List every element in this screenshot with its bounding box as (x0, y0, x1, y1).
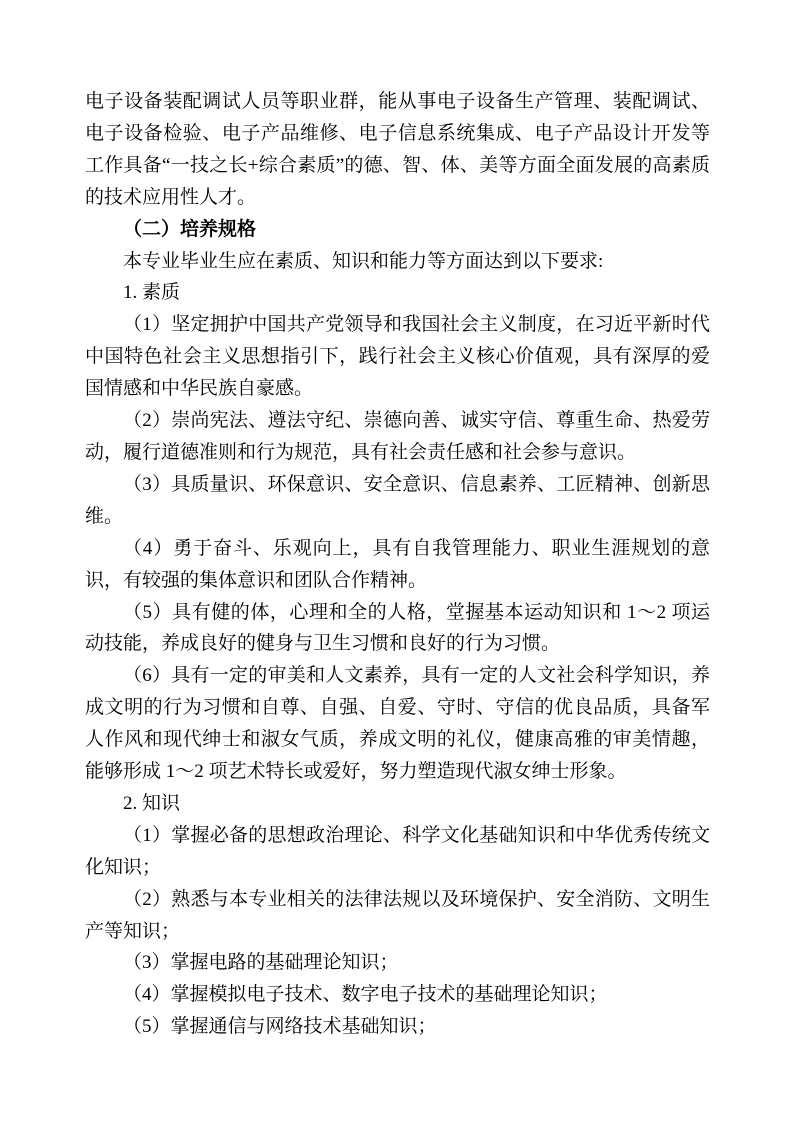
knowledge-item-1: （1）掌握必备的思想政治理论、科学文化基础知识和中华优秀传统文化知识； (85, 824, 710, 878)
section-heading-training-specifications: （二）培养规格 (123, 218, 257, 240)
paragraph-requirements-intro: 本专业毕业生应在素质、知识和能力等方面达到以下要求: (123, 250, 604, 272)
quality-item-3: （3）具质量识、环保意识、安全意识、信息素养、工匠精神、创新思维。 (85, 473, 710, 527)
knowledge-item-3: （3）掌握电路的基础理论知识； (123, 952, 399, 974)
paragraph-intro-continuation: 电子设备装配调试人员等职业群，能从事电子设备生产管理、装配调试、电子设备检验、电子产品维修、电子信息系统集成、电子产品设计开发等工作具备“一技之长+综合素质”的德、智、体、美等方面全面发展的高素质的技术应用性人才。 (85, 91, 710, 208)
quality-item-4: （4）勇于奋斗、乐观向上，具有自我管理能力、职业生涯规划的意识，有较强的集体意识和团队合作精神。 (85, 537, 710, 591)
subheading-quality: 1. 素质 (123, 282, 181, 304)
quality-item-1: （1）坚定拥护中国共产党领导和我国社会主义制度，在习近平新时代中国特色社会主义思想指引下，践行社会主义核心价值观，具有深厚的爱国情感和中华民族自豪感。 (85, 314, 710, 400)
quality-item-5: （5）具有健的体，心理和全的人格，堂握基本运动知识和 1～2 项运动技能，养成良好的健身与卫生习惯和良好的行为习惯。 (85, 601, 710, 655)
knowledge-item-4: （4）掌握模拟电子技术、数字电子技术的基础理论知识； (123, 984, 608, 1006)
quality-item-2: （2）崇尚宪法、遵法守纪、崇德向善、诚实守信、尊重生命、热爱劳动，履行道德准则和行为规范，具有社会责任感和社会参与意识。 (85, 410, 710, 463)
knowledge-item-5: （5）掌握通信与网络技术基础知识； (123, 1016, 437, 1038)
knowledge-item-2: （2）熟悉与本专业相关的法律法规以及环境保护、安全消防、文明生产等知识； (85, 888, 710, 942)
subheading-knowledge: 2. 知识 (123, 792, 181, 814)
quality-item-6: （6）具有一定的审美和人文素养，具有一定的人文社会科学知识，养成文明的行为习惯和自尊、自强、自爱、守时、守信的优良品质，具备军人作风和现代绅士和淑女气质，养成文明的礼仪，健康高雅的审美情趣，能够形成 1～2 项艺术特长或爱好，努力塑造现代淑女绅士形象。 (85, 665, 710, 783)
